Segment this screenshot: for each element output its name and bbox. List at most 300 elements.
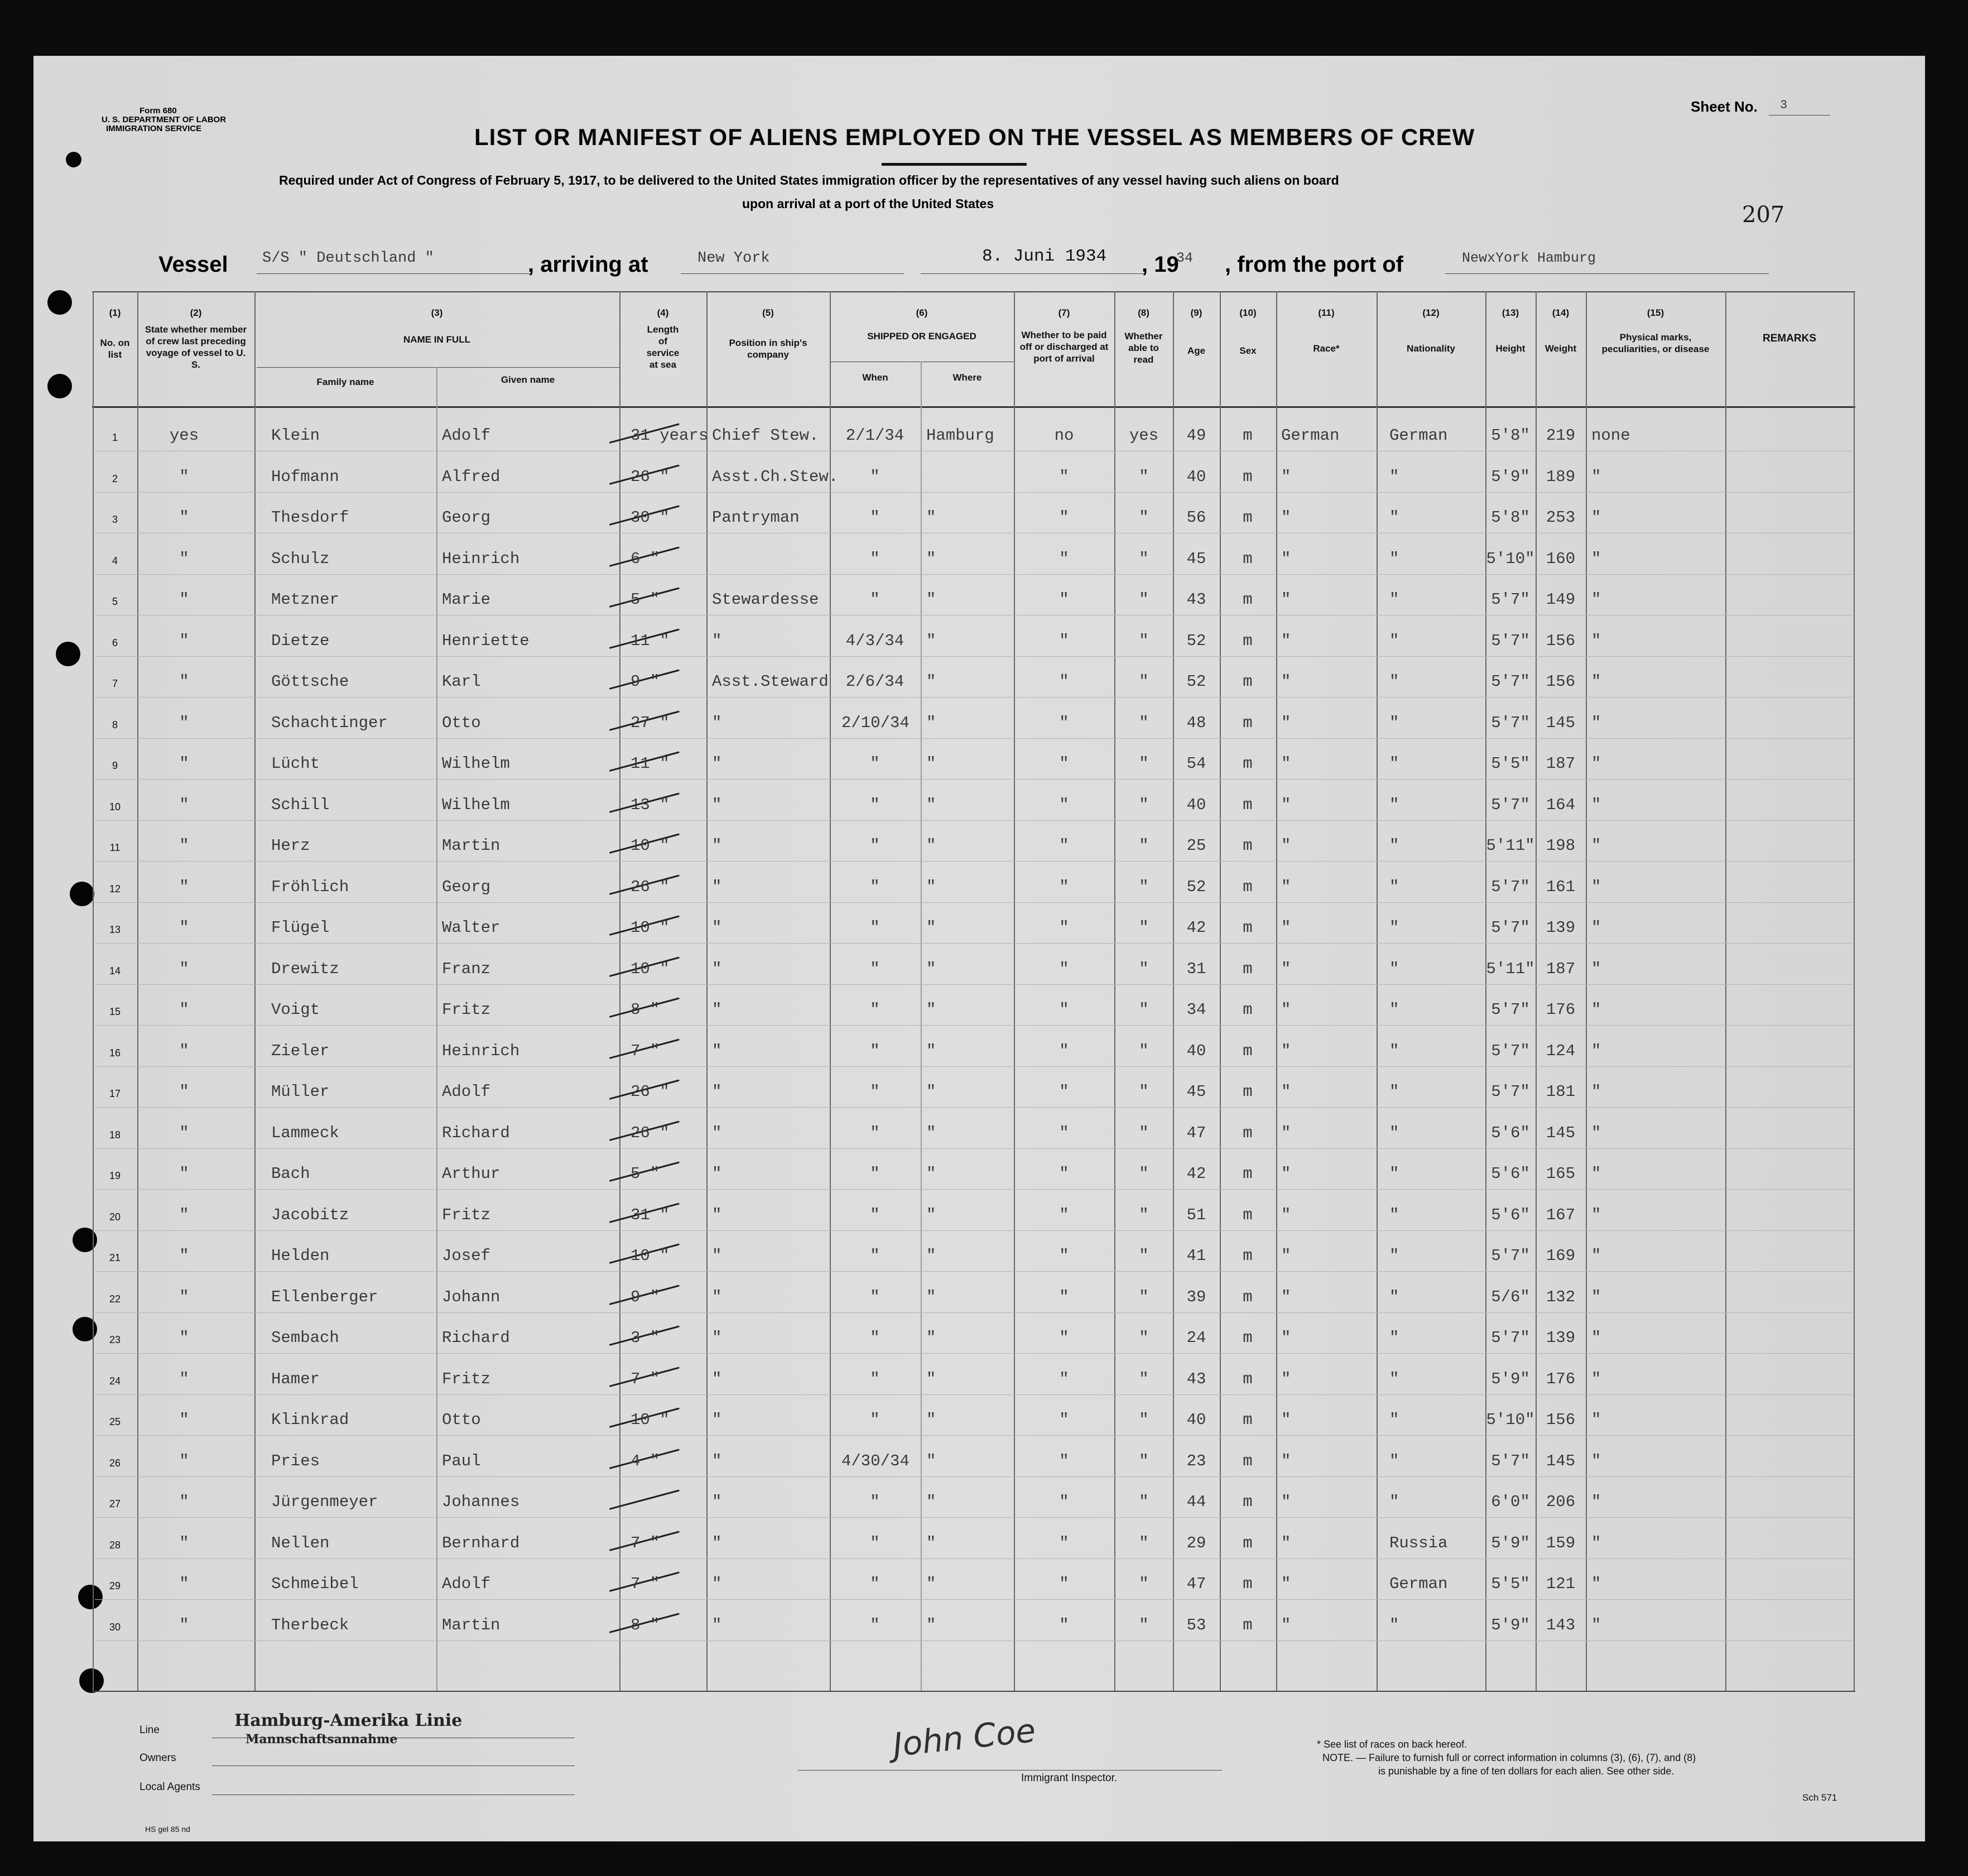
weight-cell: 132 [1546, 1288, 1576, 1306]
age-cell: 43 [1186, 1370, 1206, 1388]
family-name-cell: Helden [271, 1247, 330, 1265]
shipped-when-cell: " [870, 1575, 880, 1593]
col-num-4: (4) [657, 307, 669, 318]
given-name-cell: Paul [442, 1452, 481, 1470]
physical-marks-cell: " [1591, 1411, 1601, 1429]
service-length-cell: 11 " [631, 632, 670, 650]
physical-marks-cell: " [1591, 1329, 1601, 1347]
physical-marks-cell: " [1591, 878, 1601, 896]
row-rule [95, 492, 1852, 493]
col-header-remarks: REMARKS [1762, 333, 1817, 344]
previous-voyage-cell: " [179, 796, 189, 814]
given-name-cell: Johannes [442, 1493, 520, 1511]
shipped-where-cell: " [926, 1411, 936, 1429]
nationality-cell: " [1389, 1042, 1399, 1060]
physical-marks-cell: " [1591, 1452, 1601, 1470]
sex-cell: m [1243, 1452, 1253, 1470]
able-to-read-cell: " [1139, 960, 1149, 978]
shipped-when-cell: " [870, 508, 880, 527]
row-number: 7 [112, 678, 118, 689]
position-cell: " [712, 714, 722, 732]
weight-cell: 156 [1546, 632, 1576, 650]
sex-cell: m [1243, 1493, 1253, 1511]
position-cell: Stewardesse [712, 590, 819, 609]
nationality-cell: " [1389, 836, 1399, 855]
col-header-position: Position in ship's company [729, 338, 807, 360]
position-cell: " [712, 1124, 722, 1142]
shipped-when-cell: 4/30/34 [841, 1452, 910, 1470]
shipped-where-cell: Hamburg [926, 426, 994, 445]
position-cell: " [712, 1370, 722, 1388]
age-cell: 45 [1186, 550, 1206, 568]
position-cell: " [712, 1411, 722, 1429]
row-number: 29 [109, 1580, 121, 1591]
col-num-12: (12) [1422, 307, 1440, 318]
sex-cell: m [1243, 714, 1253, 732]
height-cell: 5'6" [1491, 1165, 1530, 1183]
family-name-cell: Therbeck [271, 1616, 349, 1634]
paid-off-cell: " [1059, 672, 1069, 691]
paid-off-cell: " [1059, 590, 1069, 609]
previous-voyage-cell: " [179, 468, 189, 486]
able-to-read-cell: " [1139, 1000, 1149, 1019]
able-to-read-cell: " [1139, 1452, 1149, 1470]
previous-voyage-cell: " [179, 1083, 189, 1101]
family-name-cell: Klinkrad [271, 1411, 349, 1429]
nationality-cell: " [1389, 672, 1399, 691]
shipped-where-cell: " [926, 960, 936, 978]
form-number: Form 680 [139, 106, 177, 116]
position-cell: " [712, 1000, 722, 1019]
col-divider [1173, 291, 1174, 1691]
sex-cell: m [1243, 754, 1253, 773]
col-divider [1854, 291, 1855, 1691]
paid-off-cell: " [1059, 550, 1069, 568]
shipped-where-cell: " [926, 632, 936, 650]
able-to-read-cell: " [1139, 632, 1149, 650]
row-rule [95, 1476, 1852, 1477]
paid-off-cell: " [1059, 632, 1069, 650]
able-to-read-cell: " [1139, 796, 1149, 814]
able-to-read-cell: " [1139, 508, 1149, 527]
service-length-cell: 9 " [631, 672, 660, 691]
physical-marks-cell: " [1591, 672, 1601, 691]
page-title: LIST OR MANIFEST OF ALIENS EMPLOYED ON THE VESSEL AS MEMBERS OF CREW [474, 124, 1475, 150]
weight-cell: 121 [1546, 1575, 1576, 1593]
shipped-when-cell: " [870, 468, 880, 486]
height-cell: 5'9" [1491, 468, 1530, 486]
given-name-cell: Franz [442, 960, 491, 978]
nationality-cell: " [1389, 960, 1399, 978]
service-length-cell: 4 " [631, 1452, 660, 1470]
race-cell: " [1281, 1000, 1291, 1019]
position-cell: " [712, 960, 722, 978]
col-divider [254, 291, 256, 1691]
col-divider [436, 367, 437, 1691]
physical-marks-cell: " [1591, 754, 1601, 773]
able-to-read-cell: " [1139, 590, 1149, 609]
sex-cell: m [1243, 468, 1253, 486]
col-divider [1485, 291, 1486, 1691]
family-name-cell: Metzner [271, 590, 339, 609]
family-name-cell: Müller [271, 1083, 330, 1101]
weight-cell: 169 [1546, 1247, 1576, 1265]
col-divider [830, 291, 831, 1691]
shipped-where-cell: " [926, 508, 936, 527]
sex-cell: m [1243, 672, 1253, 691]
physical-marks-cell: " [1591, 468, 1601, 486]
row-number: 14 [109, 965, 121, 977]
vessel-name: S/S " Deutschland " [262, 250, 434, 267]
physical-marks-cell: " [1591, 590, 1601, 609]
able-to-read-cell: " [1139, 1083, 1149, 1101]
schedule-code: Sch 571 [1802, 1792, 1837, 1803]
able-to-read-cell: " [1139, 1493, 1149, 1511]
weight-cell: 189 [1546, 468, 1576, 486]
service-length-cell: 7 " [631, 1575, 660, 1593]
shipped-when-cell: " [870, 590, 880, 609]
previous-voyage-cell: " [179, 1124, 189, 1142]
col-header-height: Height [1495, 343, 1526, 354]
col-header-read: Whether able to read [1124, 331, 1163, 365]
col-num-3: (3) [431, 307, 443, 318]
row-rule [95, 1394, 1852, 1395]
race-cell: " [1281, 1411, 1291, 1429]
arriving-port: New York [697, 250, 770, 267]
col-header-shipped-when: When [862, 372, 888, 383]
given-name-cell: Adolf [442, 1083, 491, 1101]
height-cell: 5'9" [1491, 1534, 1530, 1552]
family-name-cell: Drewitz [271, 960, 339, 978]
row-rule [95, 1189, 1852, 1190]
row-rule [95, 902, 1852, 903]
col-header-nationality: Nationality [1407, 343, 1455, 354]
arrival-year: 34 [1176, 250, 1194, 266]
row-rule [95, 1353, 1852, 1354]
col-divider [1586, 291, 1587, 1691]
weight-cell: 149 [1546, 590, 1576, 609]
weight-cell: 187 [1546, 754, 1576, 773]
sex-cell: m [1243, 550, 1253, 568]
col-divider [1220, 291, 1221, 1691]
previous-voyage-cell: " [179, 508, 189, 527]
family-name-cell: Zieler [271, 1042, 330, 1060]
col-header-number: No. on list [100, 338, 130, 360]
name-subheader-rule [257, 367, 619, 368]
previous-voyage-cell: " [179, 1042, 189, 1060]
shipped-when-cell: 2/1/34 [845, 426, 904, 445]
race-cell: " [1281, 1247, 1291, 1265]
age-cell: 40 [1186, 796, 1206, 814]
row-rule [95, 1230, 1852, 1231]
race-cell: " [1281, 1370, 1291, 1388]
weight-cell: 198 [1546, 836, 1576, 855]
family-name-cell: Dietze [271, 632, 330, 650]
service-length-cell: 7 " [631, 1370, 660, 1388]
able-to-read-cell: " [1139, 1370, 1149, 1388]
race-cell: " [1281, 918, 1291, 937]
able-to-read-cell: " [1139, 878, 1149, 896]
given-name-cell: Arthur [442, 1165, 501, 1183]
sex-cell: m [1243, 796, 1253, 814]
shipped-when-cell: " [870, 1042, 880, 1060]
nationality-cell: " [1389, 796, 1399, 814]
previous-voyage-cell: " [179, 714, 189, 732]
row-number: 17 [109, 1088, 121, 1099]
given-name-cell: Karl [442, 672, 481, 691]
family-name-cell: Sembach [271, 1329, 339, 1347]
previous-voyage-cell: " [179, 1493, 189, 1511]
able-to-read-cell: " [1139, 550, 1149, 568]
col-header-service: Length of service at sea [646, 324, 680, 370]
paid-off-cell: no [1054, 426, 1074, 445]
col-num-11: (11) [1318, 307, 1335, 318]
position-cell: " [712, 878, 722, 896]
weight-cell: 139 [1546, 1329, 1576, 1347]
shipped-when-cell: " [870, 1288, 880, 1306]
row-rule [95, 1558, 1852, 1559]
age-cell: 25 [1186, 836, 1206, 855]
family-name-cell: Jacobitz [271, 1206, 349, 1224]
height-cell: 5'7" [1491, 632, 1530, 650]
col-num-9: (9) [1190, 307, 1202, 318]
row-number: 6 [112, 637, 118, 648]
shipped-where-cell: " [926, 918, 936, 937]
col-header-paid-off: Whether to be paid off or discharged at port of arrival [1019, 330, 1109, 364]
weight-cell: 156 [1546, 1411, 1576, 1429]
given-name-cell: Bernhard [442, 1534, 520, 1552]
given-name-cell: Otto [442, 714, 481, 732]
previous-voyage-cell: " [179, 550, 189, 568]
sex-cell: m [1243, 1288, 1253, 1306]
paid-off-cell: " [1059, 1452, 1069, 1470]
shipped-when-cell: " [870, 1493, 880, 1511]
physical-marks-cell: " [1591, 550, 1601, 568]
physical-marks-cell: " [1591, 508, 1601, 527]
weight-cell: 176 [1546, 1370, 1576, 1388]
sheet-number-line [1769, 115, 1830, 116]
sex-cell: m [1243, 1083, 1253, 1101]
race-cell: German [1281, 426, 1340, 445]
nationality-cell: German [1389, 1575, 1448, 1593]
shipped-when-cell: " [870, 1000, 880, 1019]
sex-cell: m [1243, 1206, 1253, 1224]
row-rule [95, 1025, 1852, 1026]
shipped-where-cell: " [926, 672, 936, 691]
previous-voyage-cell: " [179, 836, 189, 855]
sex-cell: m [1243, 1124, 1253, 1142]
height-cell: 5'11" [1486, 960, 1535, 978]
given-name-cell: Josef [442, 1247, 491, 1265]
shipped-when-cell: " [870, 1165, 880, 1183]
nationality-cell: " [1389, 878, 1399, 896]
shipped-where-cell: " [926, 1288, 936, 1306]
age-cell: 44 [1186, 1493, 1206, 1511]
given-name-cell: Richard [442, 1329, 510, 1347]
shipped-when-cell: " [870, 878, 880, 896]
row-rule [95, 1066, 1852, 1067]
family-name-cell: Thesdorf [271, 508, 349, 527]
shipped-where-cell: " [926, 836, 936, 855]
from-port-underline [1445, 273, 1769, 274]
height-cell: 5'7" [1491, 714, 1530, 732]
physical-marks-cell: " [1591, 1493, 1601, 1511]
service-length-cell: 7 " [631, 1534, 660, 1552]
weight-cell: 167 [1546, 1206, 1576, 1224]
row-number: 1 [112, 432, 118, 443]
race-cell: " [1281, 1493, 1291, 1511]
row-number: 2 [112, 473, 118, 484]
row-number: 3 [112, 514, 118, 525]
given-name-cell: Henriette [442, 632, 530, 650]
row-rule [95, 1107, 1852, 1108]
paid-off-cell: " [1059, 1247, 1069, 1265]
height-cell: 5'9" [1491, 1370, 1530, 1388]
previous-voyage-cell: " [179, 672, 189, 691]
height-cell: 5'7" [1491, 1000, 1530, 1019]
row-number: 11 [109, 842, 121, 853]
physical-marks-cell: " [1591, 1534, 1601, 1552]
previous-voyage-cell: " [179, 1411, 189, 1429]
family-name-cell: Ellenberger [271, 1288, 378, 1306]
col-header-race: Race* [1313, 343, 1340, 354]
position-cell: " [712, 632, 722, 650]
paid-off-cell: " [1059, 1124, 1069, 1142]
able-to-read-cell: " [1139, 836, 1149, 855]
height-cell: 5'9" [1491, 1616, 1530, 1634]
physical-marks-cell: " [1591, 1042, 1601, 1060]
sex-cell: m [1243, 1329, 1253, 1347]
race-cell: " [1281, 1534, 1291, 1552]
punch-hole [47, 374, 72, 398]
shipped-where-cell: " [926, 1616, 936, 1634]
weight-cell: 176 [1546, 1000, 1576, 1019]
fine-note-2: is punishable by a fine of ten dollars for each alien. See other side. [1378, 1766, 1675, 1777]
able-to-read-cell: " [1139, 1288, 1149, 1306]
position-cell: " [712, 1534, 722, 1552]
row-rule [95, 1435, 1852, 1436]
shipped-when-cell: " [870, 1534, 880, 1552]
family-name-cell: Schill [271, 796, 330, 814]
sex-cell: m [1243, 836, 1253, 855]
sex-cell: m [1243, 1411, 1253, 1429]
age-cell: 54 [1186, 754, 1206, 773]
nationality-cell: " [1389, 1329, 1399, 1347]
age-cell: 39 [1186, 1288, 1206, 1306]
row-number: 20 [109, 1211, 121, 1223]
row-number: 10 [109, 801, 121, 812]
position-cell: " [712, 796, 722, 814]
given-name-cell: Adolf [442, 426, 491, 445]
age-cell: 24 [1186, 1329, 1206, 1347]
sheet-label: Sheet No. [1691, 98, 1758, 115]
sex-cell: m [1243, 878, 1253, 896]
service-length-cell: 7 " [631, 1042, 660, 1060]
given-name-cell: Wilhelm [442, 754, 510, 773]
arriving-label: , arriving at [528, 252, 648, 277]
date-underline [921, 273, 1144, 274]
given-name-cell: Heinrich [442, 550, 520, 568]
able-to-read-cell: " [1139, 1042, 1149, 1060]
age-cell: 43 [1186, 590, 1206, 609]
nationality-cell: " [1389, 1247, 1399, 1265]
from-port-label: , from the port of [1225, 252, 1403, 277]
family-name-cell: Klein [271, 426, 320, 445]
shipped-where-cell: " [926, 1534, 936, 1552]
given-name-cell: Heinrich [442, 1042, 520, 1060]
previous-voyage-cell: " [179, 1370, 189, 1388]
col-divider [1114, 291, 1115, 1691]
sex-cell: m [1243, 426, 1253, 445]
given-name-cell: Fritz [442, 1000, 491, 1019]
race-cell: " [1281, 468, 1291, 486]
print-code: HS gel 85 nd [145, 1825, 190, 1834]
paid-off-cell: " [1059, 714, 1069, 732]
paid-off-cell: " [1059, 1042, 1069, 1060]
given-name-cell: Fritz [442, 1370, 491, 1388]
paid-off-cell: " [1059, 796, 1069, 814]
weight-cell: 145 [1546, 714, 1576, 732]
shipped-where-cell: " [926, 1247, 936, 1265]
col-divider [1377, 291, 1378, 1691]
family-name-cell: Schmeibel [271, 1575, 359, 1593]
shipped-when-cell: " [870, 796, 880, 814]
position-cell: Asst.Steward [712, 672, 829, 691]
paid-off-cell: " [1059, 1534, 1069, 1552]
weight-cell: 124 [1546, 1042, 1576, 1060]
weight-cell: 165 [1546, 1165, 1576, 1183]
year-prefix: , 19 [1142, 252, 1179, 277]
owners-label: Owners [139, 1752, 176, 1764]
race-cell: " [1281, 1165, 1291, 1183]
family-name-cell: Göttsche [271, 672, 349, 691]
row-rule [95, 1148, 1852, 1149]
family-name-cell: Flügel [271, 918, 330, 937]
previous-voyage-cell: " [179, 878, 189, 896]
age-cell: 47 [1186, 1124, 1206, 1142]
physical-marks-cell: " [1591, 1288, 1601, 1306]
able-to-read-cell: " [1139, 1575, 1149, 1593]
age-cell: 49 [1186, 426, 1206, 445]
height-cell: 5'7" [1491, 1452, 1530, 1470]
col-header-weight: Weight [1544, 343, 1577, 354]
service-length-cell: 8 " [631, 1000, 660, 1019]
row-rule [95, 738, 1852, 739]
arriving-underline [681, 273, 904, 274]
sex-cell: m [1243, 960, 1253, 978]
row-number: 4 [112, 555, 118, 566]
previous-voyage-cell: " [179, 590, 189, 609]
height-cell: 5'5" [1491, 754, 1530, 773]
height-cell: 5/6" [1491, 1288, 1530, 1306]
punch-hole [66, 152, 81, 167]
given-name-cell: Martin [442, 836, 501, 855]
col-num-8: (8) [1138, 307, 1149, 318]
paid-off-cell: " [1059, 754, 1069, 773]
previous-voyage-cell: " [179, 632, 189, 650]
able-to-read-cell: " [1139, 1411, 1149, 1429]
race-cell: " [1281, 754, 1291, 773]
position-cell: " [712, 754, 722, 773]
physical-marks-cell: " [1591, 714, 1601, 732]
sex-cell: m [1243, 1534, 1253, 1552]
nationality-cell: " [1389, 1411, 1399, 1429]
nationality-cell: " [1389, 1288, 1399, 1306]
physical-marks-cell: " [1591, 960, 1601, 978]
position-cell: " [712, 1493, 722, 1511]
physical-marks-cell: " [1591, 1247, 1601, 1265]
weight-cell: 181 [1546, 1083, 1576, 1101]
